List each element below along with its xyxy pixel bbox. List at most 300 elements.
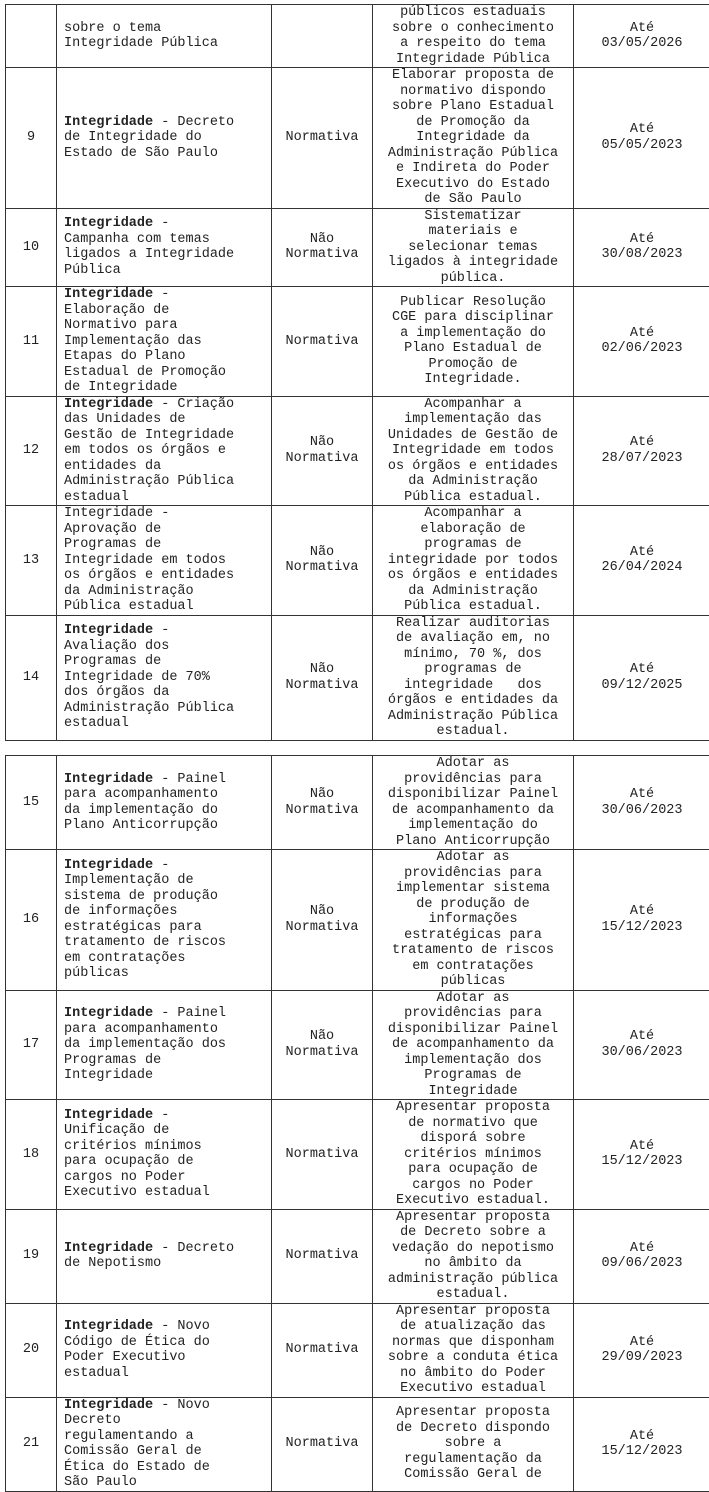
item-title: Integridade: [64, 1319, 153, 1334]
cell-line: CGE para disciplinar: [377, 310, 569, 326]
item-type: [272, 5, 373, 68]
cell-line: Normativa: [276, 803, 368, 819]
cell-line: Elaboração de: [64, 303, 267, 319]
item-description: [57, 1303, 272, 1397]
cell-line: Promoção de: [377, 357, 569, 373]
table-row: [6, 68, 709, 209]
cell-line: Pública estadual.: [377, 599, 569, 615]
cell-line: Plano Anticorrupção: [64, 818, 267, 834]
cell-line: Pública estadual.: [377, 490, 569, 506]
item-description: [57, 756, 272, 850]
cell-line: Executivo do Estado: [377, 177, 569, 193]
cell-line: os órgãos e entidades: [377, 568, 569, 584]
cell-line: normas que disponham: [377, 1335, 569, 1351]
table-row: [6, 850, 709, 991]
item-description: [57, 68, 272, 209]
cell-line: Campanha com temas: [64, 232, 267, 248]
item-number: 12: [6, 396, 57, 506]
item-deadline: [574, 396, 709, 506]
cell-line: Normativa: [276, 1248, 368, 1264]
cell-line: Normativa: [276, 247, 368, 263]
item-deadline: [574, 208, 709, 287]
cell-line: de Integridade: [64, 380, 267, 396]
cell-line: 26/04/2024: [578, 560, 706, 576]
cell-line: Decreto: [64, 1413, 267, 1429]
cell-line: Integridade -: [64, 1108, 267, 1124]
table-row: [6, 1303, 709, 1397]
cell-line: programas de: [377, 537, 569, 553]
cell-line: Adotar as: [377, 756, 569, 772]
cell-line: materiais e: [377, 224, 569, 240]
item-action: [373, 756, 574, 850]
cell-line: Integridade - Decreto: [64, 1241, 267, 1257]
cell-line: 15/12/2023: [578, 920, 706, 936]
item-deadline: [574, 1209, 709, 1303]
item-deadline: [574, 990, 709, 1100]
item-action: [373, 396, 574, 506]
cell-line: integridade dos: [377, 678, 569, 694]
cell-line: de atualização das: [377, 1319, 569, 1335]
cell-line: Não: [276, 787, 368, 803]
item-number: 13: [6, 506, 57, 616]
cell-line: 15/12/2023: [578, 1154, 706, 1170]
table-row: [6, 396, 709, 506]
cell-line: Adotar as: [377, 850, 569, 866]
cell-line: implementar sistema: [377, 881, 569, 897]
cell-line: Até: [578, 122, 706, 138]
item-deadline: [574, 615, 709, 740]
cell-line: tratamento de riscos: [64, 935, 267, 951]
cell-line: implementação dos: [377, 1053, 569, 1069]
item-number: 11: [6, 287, 57, 397]
cell-line: de Promoção da: [377, 115, 569, 131]
cell-line: Integridade -: [64, 287, 267, 303]
cell-line: Integridade da: [377, 130, 569, 146]
cell-line: disponibilizar Painel: [377, 1022, 569, 1038]
item-number: 18: [6, 1100, 57, 1210]
cell-line: de produção de: [377, 897, 569, 913]
cell-line: Até: [578, 662, 706, 678]
item-description: [57, 1100, 272, 1210]
cell-line: Unificação de: [64, 1123, 267, 1139]
cell-line: Até: [578, 21, 706, 37]
item-number: 10: [6, 208, 57, 287]
cell-line: Não: [276, 1029, 368, 1045]
item-number: 9: [6, 68, 57, 209]
cell-line: Executivo estadual: [377, 1381, 569, 1397]
cell-line: para ocupação de: [377, 1162, 569, 1178]
item-title: Integridade: [64, 287, 153, 302]
cell-line: Programas de: [64, 654, 267, 670]
cell-line: públicas: [64, 966, 267, 982]
item-title: Integridade: [64, 216, 153, 231]
cell-line: Normativa: [276, 334, 368, 350]
cell-line: elaboração de: [377, 522, 569, 538]
cell-line: Integridade: [64, 1068, 267, 1084]
cell-line: Administração Pública: [64, 701, 267, 717]
cell-line: providências para: [377, 1006, 569, 1022]
cell-line: Integridade -: [64, 858, 267, 874]
item-action: [373, 1209, 574, 1303]
cell-line: sobre a conduta ética: [377, 1350, 569, 1366]
cell-line: 05/05/2023: [578, 138, 706, 154]
cell-line: regulamentando a: [64, 1429, 267, 1445]
item-deadline: [574, 5, 709, 68]
cell-line: ligados a Integridade: [64, 247, 267, 263]
cell-line: mínimo, 70 %, dos: [377, 647, 569, 663]
cell-line: Não: [276, 435, 368, 451]
cell-line: Até: [578, 1029, 706, 1045]
item-number: 14: [6, 615, 57, 740]
cell-line: Até: [578, 1429, 706, 1445]
cell-line: no âmbito do Poder: [377, 1366, 569, 1382]
item-title: Integridade: [64, 397, 153, 412]
item-number: 15: [6, 756, 57, 850]
table-row: [6, 1397, 709, 1491]
cell-line: Normativa: [276, 1045, 368, 1061]
item-description: [57, 5, 272, 68]
item-title: Integridade: [64, 1108, 153, 1123]
cell-line: Até: [578, 1139, 706, 1155]
cell-line: Integridade - Painel: [64, 1006, 267, 1022]
item-action: [373, 1303, 574, 1397]
table-row: [6, 5, 709, 68]
cell-line: São Paulo: [64, 1475, 267, 1491]
cell-line: Integridade em todos: [64, 553, 267, 569]
cell-line: Executivo estadual: [64, 1185, 267, 1201]
cell-line: os órgãos e entidades: [377, 459, 569, 475]
item-description: [57, 506, 272, 616]
item-type: [272, 1209, 373, 1303]
item-action: [373, 208, 574, 287]
cell-line: Etapas do Plano: [64, 349, 267, 365]
cell-line: Poder Executivo: [64, 1350, 267, 1366]
cell-line: Integridade - Criação: [64, 397, 267, 413]
cell-line: públicas: [377, 974, 569, 990]
cell-line: programas de: [377, 662, 569, 678]
cell-line: 30/08/2023: [578, 247, 706, 263]
cell-line: de Integridade do: [64, 130, 267, 146]
cell-line: da Administração: [64, 584, 267, 600]
cell-line: Apresentar proposta: [377, 1100, 569, 1116]
cell-line: para acompanhamento: [64, 787, 267, 803]
cell-line: Normativa: [276, 1147, 368, 1163]
cell-line: dos órgãos da: [64, 685, 267, 701]
item-type: [272, 850, 373, 991]
table-row: [6, 990, 709, 1100]
item-action: [373, 68, 574, 209]
cell-line: Realizar auditorias: [377, 616, 569, 632]
item-number: 20: [6, 1303, 57, 1397]
cell-line: Normativa: [276, 1436, 368, 1452]
item-deadline: [574, 756, 709, 850]
cell-line: 30/06/2023: [578, 1045, 706, 1061]
cell-line: disporá sobre: [377, 1131, 569, 1147]
cell-line: Código de Ética do: [64, 1335, 267, 1351]
item-type: [272, 615, 373, 740]
cell-line: selecionar temas: [377, 240, 569, 256]
cell-line: Integridade -: [64, 506, 267, 522]
item-action: [373, 506, 574, 616]
cell-line: Integridade Pública: [377, 52, 569, 68]
cell-line: 15/12/2023: [578, 1444, 706, 1460]
item-deadline: [574, 1100, 709, 1210]
cell-line: Apresentar proposta: [377, 1210, 569, 1226]
item-action: [373, 287, 574, 397]
item-type: [272, 1303, 373, 1397]
cell-line: Até: [578, 1241, 706, 1257]
cell-line: 29/09/2023: [578, 1350, 706, 1366]
cell-line: Aprovação de: [64, 522, 267, 538]
item-number: [6, 5, 57, 68]
cell-line: Estadual de Promoção: [64, 365, 267, 381]
item-action: [373, 5, 574, 68]
cell-line: providências para: [377, 772, 569, 788]
item-description: [57, 396, 272, 506]
cell-line: da implementação dos: [64, 1037, 267, 1053]
cell-line: da Administração: [377, 474, 569, 490]
cell-line: Programas de: [64, 537, 267, 553]
item-title: Integridade: [64, 1241, 153, 1256]
table-row: [6, 756, 709, 850]
cell-line: em contratações: [64, 951, 267, 967]
cell-line: Normativo para: [64, 318, 267, 334]
cell-line: sobre a: [377, 1436, 569, 1452]
item-type: [272, 1397, 373, 1491]
cell-line: Plano Estadual de: [377, 341, 569, 357]
action-plan-table-1: [5, 4, 709, 741]
cell-line: de avaliação em, no: [377, 631, 569, 647]
item-description: [57, 615, 272, 740]
cell-line: sobre o conhecimento: [377, 21, 569, 37]
cell-line: Normativa: [276, 560, 368, 576]
cell-line: de acompanhamento da: [377, 803, 569, 819]
cell-line: sobre Plano Estadual: [377, 99, 569, 115]
cell-line: de São Paulo: [377, 192, 569, 208]
cell-line: Elaborar proposta de: [377, 68, 569, 84]
cell-line: e Indireta do Poder: [377, 161, 569, 177]
cell-line: Pública estadual: [64, 599, 267, 615]
cell-line: Administração Pública: [377, 709, 569, 725]
item-description: [57, 1209, 272, 1303]
cell-line: em todos os órgãos e: [64, 443, 267, 459]
cell-line: 09/06/2023: [578, 1256, 706, 1272]
cell-line: normativo dispondo: [377, 84, 569, 100]
cell-line: no âmbito da: [377, 1256, 569, 1272]
item-action: [373, 850, 574, 991]
cell-line: de acompanhamento da: [377, 1037, 569, 1053]
cell-line: Integridade de 70%: [64, 670, 267, 686]
item-title: Integridade: [64, 115, 153, 130]
cell-line: Publicar Resolução: [377, 295, 569, 311]
item-title: Integridade: [64, 858, 153, 873]
table-row: [6, 1100, 709, 1210]
cell-line: a respeito do tema: [377, 36, 569, 52]
cell-line: de Decreto sobre a: [377, 1225, 569, 1241]
cell-line: Normativa: [276, 451, 368, 467]
cell-line: Até: [578, 232, 706, 248]
cell-line: das Unidades de: [64, 412, 267, 428]
cell-line: cargos no Poder: [64, 1170, 267, 1186]
cell-line: Normativa: [276, 130, 368, 146]
cell-line: estadual: [64, 1366, 267, 1382]
cell-line: da implementação do: [64, 803, 267, 819]
item-description: [57, 208, 272, 287]
item-deadline: [574, 850, 709, 991]
cell-line: tratamento de riscos: [377, 943, 569, 959]
cell-line: Até: [578, 545, 706, 561]
item-title: Integridade: [64, 772, 153, 787]
cell-line: regulamentação da: [377, 1452, 569, 1468]
item-title: Integridade: [64, 1398, 153, 1413]
cell-line: a implementação do: [377, 326, 569, 342]
cell-line: de informações: [64, 904, 267, 920]
cell-line: 03/05/2026: [578, 36, 706, 52]
cell-line: estratégicas para: [64, 920, 267, 936]
cell-line: administração pública: [377, 1272, 569, 1288]
cell-line: Programas de: [64, 1053, 267, 1069]
cell-line: critérios mínimos: [377, 1147, 569, 1163]
cell-line: Não: [276, 662, 368, 678]
item-type: [272, 990, 373, 1100]
cell-line: sobre o tema: [64, 21, 267, 37]
cell-line: Integridade em todos: [377, 443, 569, 459]
cell-line: Integridade - Decreto: [64, 115, 267, 131]
item-action: [373, 1100, 574, 1210]
cell-line: integridade por todos: [377, 553, 569, 569]
cell-line: Sistematizar: [377, 209, 569, 225]
item-description: [57, 990, 272, 1100]
item-title: Integridade: [64, 1006, 153, 1021]
cell-line: Ética do Estado de: [64, 1460, 267, 1476]
item-type: [272, 208, 373, 287]
cell-line: de Nepotismo: [64, 1256, 267, 1272]
cell-line: Até: [578, 1335, 706, 1351]
cell-line: Integridade Pública: [64, 36, 267, 52]
cell-line: Normativa: [276, 678, 368, 694]
cell-line: providências para: [377, 866, 569, 882]
cell-line: Implementação das: [64, 334, 267, 350]
table-row: [6, 287, 709, 397]
item-action: [373, 615, 574, 740]
cell-line: Avaliação dos: [64, 639, 267, 655]
cell-line: Integridade - Novo: [64, 1398, 267, 1414]
cell-line: Adotar as: [377, 991, 569, 1007]
cell-line: Plano Anticorrupção: [377, 834, 569, 850]
cell-line: Integridade -: [64, 623, 267, 639]
cell-line: Apresentar proposta: [377, 1405, 569, 1421]
cell-line: Pública: [64, 263, 267, 279]
cell-line: 09/12/2025: [578, 678, 706, 694]
item-deadline: [574, 1303, 709, 1397]
cell-line: disponibilizar Painel: [377, 787, 569, 803]
cell-line: Não: [276, 904, 368, 920]
item-type: [272, 1100, 373, 1210]
cell-line: 02/06/2023: [578, 341, 706, 357]
item-deadline: [574, 68, 709, 209]
cell-line: estadual: [64, 490, 267, 506]
cell-line: implementação do: [377, 818, 569, 834]
cell-line: Não: [276, 545, 368, 561]
cell-line: vedação do nepotismo: [377, 1241, 569, 1257]
cell-line: Até: [578, 787, 706, 803]
cell-line: Acompanhar a: [377, 506, 569, 522]
cell-line: Programas de: [377, 1068, 569, 1084]
item-action: [373, 1397, 574, 1491]
cell-line: critérios mínimos: [64, 1139, 267, 1155]
cell-line: Normativa: [276, 1342, 368, 1358]
item-description: [57, 1397, 272, 1491]
cell-line: estadual.: [377, 724, 569, 740]
item-title: Integridade: [64, 623, 153, 638]
cell-line: Integridade.: [377, 372, 569, 388]
cell-line: estadual: [64, 716, 267, 732]
cell-line: Integridade: [377, 1084, 569, 1100]
cell-line: Normativa: [276, 920, 368, 936]
cell-line: para acompanhamento: [64, 1022, 267, 1038]
item-deadline: [574, 287, 709, 397]
cell-line: Comissão Geral de: [377, 1467, 569, 1483]
cell-line: informações: [377, 912, 569, 928]
cell-line: Unidades de Gestão de: [377, 428, 569, 444]
cell-line: cargos no Poder: [377, 1178, 569, 1194]
cell-line: Administração Pública: [64, 474, 267, 490]
cell-line: Estado de São Paulo: [64, 146, 267, 162]
item-number: 21: [6, 1397, 57, 1491]
cell-line: Até: [578, 904, 706, 920]
cell-line: 28/07/2023: [578, 451, 706, 467]
cell-line: implementação das: [377, 412, 569, 428]
cell-line: Até: [578, 435, 706, 451]
cell-line: públicos estaduais: [377, 5, 569, 21]
cell-line: entidades da: [64, 459, 267, 475]
cell-line: sistema de produção: [64, 889, 267, 905]
item-type: [272, 506, 373, 616]
cell-line: em contratações: [377, 959, 569, 975]
item-type: [272, 287, 373, 397]
cell-line: 30/06/2023: [578, 803, 706, 819]
item-description: [57, 287, 272, 397]
cell-line: órgãos e entidades da: [377, 693, 569, 709]
cell-line: Acompanhar a: [377, 397, 569, 413]
cell-line: Comissão Geral de: [64, 1444, 267, 1460]
cell-line: Até: [578, 326, 706, 342]
table-row: [6, 1209, 709, 1303]
item-action: [373, 990, 574, 1100]
action-plan-table-2: [5, 755, 709, 1492]
cell-line: os órgãos e entidades: [64, 568, 267, 584]
cell-line: Não: [276, 232, 368, 248]
table-row: [6, 506, 709, 616]
cell-line: estadual.: [377, 1287, 569, 1303]
cell-line: Integridade - Painel: [64, 772, 267, 788]
cell-line: de normativo que: [377, 1116, 569, 1132]
cell-line: Administração Pública: [377, 146, 569, 162]
item-description: [57, 850, 272, 991]
cell-line: Gestão de Integridade: [64, 428, 267, 444]
cell-line: Integridade -: [64, 216, 267, 232]
item-deadline: [574, 506, 709, 616]
item-deadline: [574, 1397, 709, 1491]
cell-line: de Decreto dispondo: [377, 1421, 569, 1437]
cell-line: da Administração: [377, 584, 569, 600]
item-type: [272, 68, 373, 209]
cell-line: Implementação de: [64, 873, 267, 889]
item-type: [272, 756, 373, 850]
table-row: [6, 615, 709, 740]
item-number: 19: [6, 1209, 57, 1303]
cell-line: estratégicas para: [377, 928, 569, 944]
